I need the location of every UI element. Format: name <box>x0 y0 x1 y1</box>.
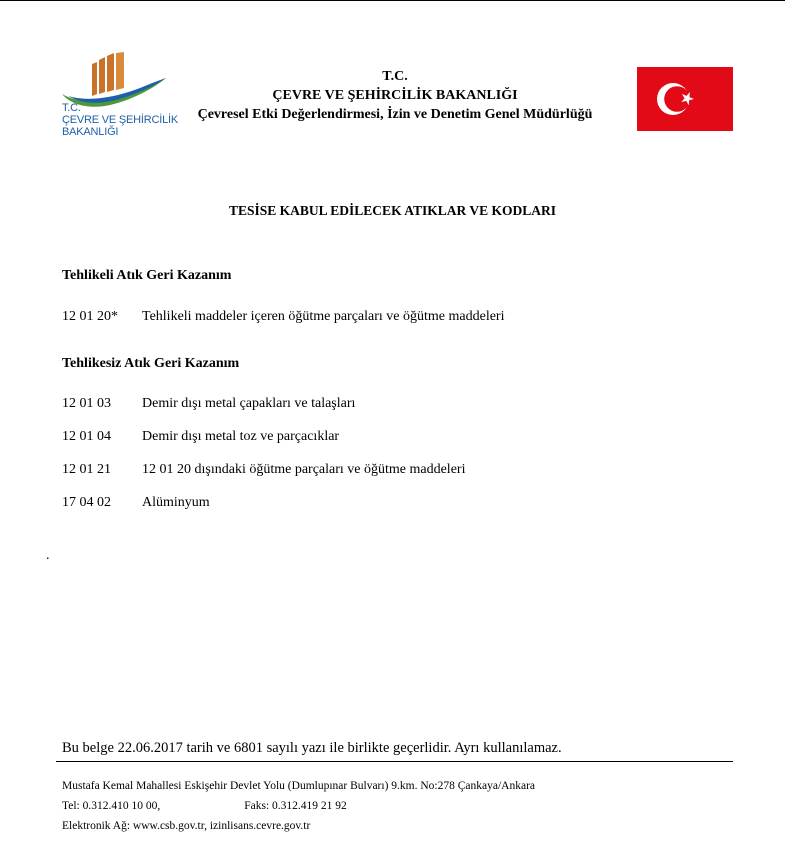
footer-tel: Tel: 0.312.410 10 00, <box>62 800 161 812</box>
waste-code: 12 01 20* <box>62 309 118 324</box>
logo-text <box>62 102 178 138</box>
waste-description: 12 01 20 dışındaki öğütme parçaları ve öğütme maddeleri <box>142 462 466 477</box>
waste-description: Tehlikeli maddeler içeren öğütme parçaları ve öğütme maddeleri <box>142 309 505 324</box>
top-border-line <box>0 0 785 1</box>
section-heading-nonhazardous: Tehlikesiz Atık Geri Kazanım <box>62 356 240 371</box>
logo-bars <box>92 52 124 96</box>
waste-row <box>62 462 465 478</box>
waste-description: Demir dışı metal çapakları ve talaşları <box>142 396 356 411</box>
waste-row <box>62 309 504 325</box>
logo-text-line3: BAKANLIĞI <box>62 126 119 138</box>
footer-web: Elektronik Ağ: www.csb.gov.tr, izinlisans.cevre.gov.tr <box>62 820 311 832</box>
waste-code: 12 01 03 <box>62 396 111 411</box>
footer-divider <box>56 761 733 762</box>
validity-note: Bu belge 22.06.2017 tarih ve 6801 sayılı yazı ile birlikte geçerlidir. Ayrı kullanılamaz. <box>62 740 562 756</box>
waste-code: 12 01 04 <box>62 429 111 444</box>
footer-contact <box>62 800 347 812</box>
waste-row <box>62 396 355 412</box>
header-line2: ÇEVRE VE ŞEHİRCİLİK BAKANLIĞI <box>272 88 518 103</box>
waste-row <box>62 495 210 511</box>
waste-code: 17 04 02 <box>62 495 111 510</box>
stray-mark: . <box>46 548 50 563</box>
waste-description: Demir dışı metal toz ve parçacıklar <box>142 429 340 444</box>
logo-text-line1: T.C. <box>62 102 81 114</box>
footer-address: Mustafa Kemal Mahallesi Eskişehir Devlet Yolu (Dumlupınar Bulvarı) 9.km. No:278 Çankaya/Ankara <box>62 780 536 792</box>
waste-row <box>62 429 339 445</box>
document-header <box>165 67 625 124</box>
turkish-flag-icon <box>637 67 733 131</box>
section-heading-hazardous: Tehlikeli Atık Geri Kazanım <box>62 268 232 283</box>
waste-code: 12 01 21 <box>62 462 111 477</box>
logo-text-line2: ÇEVRE VE ŞEHİRCİLİK <box>62 114 179 126</box>
header-line1: T.C. <box>382 69 408 84</box>
header-line3: Çevresel Etki Değerlendirmesi, İzin ve Denetim Genel Müdürlüğü <box>197 107 593 122</box>
document-title: TESİSE KABUL EDİLECEK ATIKLAR VE KODLARI <box>229 203 556 218</box>
waste-description: Alüminyum <box>142 495 210 510</box>
footer-fax: Faks: 0.312.419 21 92 <box>244 800 347 812</box>
